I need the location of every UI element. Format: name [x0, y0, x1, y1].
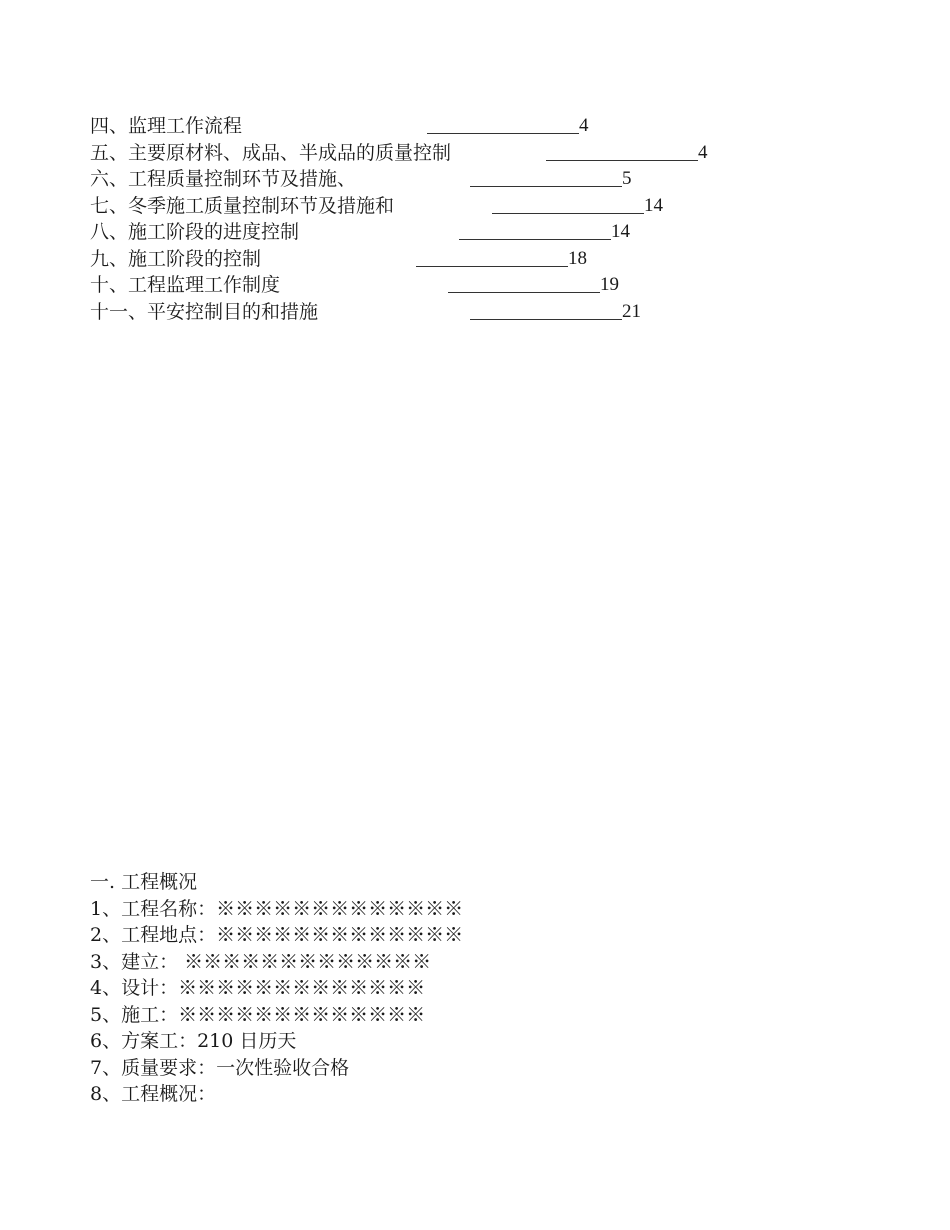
toc-page-number: 4	[579, 115, 589, 136]
overview-line-schedule: 6、方案工：210 日历天	[90, 1030, 297, 1052]
overview-line-quality-requirement: 7、质量要求：一次性验收合格	[90, 1056, 350, 1079]
toc-leader-line	[448, 292, 600, 293]
project-overview-section	[90, 869, 850, 1108]
toc-page-number: 5	[622, 168, 632, 189]
toc-entry-title: 十一、平安控制目的和措施	[90, 300, 319, 323]
toc-page-number: 18	[568, 247, 587, 269]
toc-page-number: 4	[698, 141, 708, 163]
overview-line-project-name: 1、工程名称：※※※※※※※※※※※※※	[90, 897, 464, 920]
toc-leader-line	[459, 239, 611, 240]
toc-page-number: 19	[600, 274, 619, 295]
toc-entry	[90, 246, 850, 273]
toc-leader-line	[416, 266, 568, 267]
toc-entry	[90, 272, 850, 299]
toc-leader	[448, 272, 619, 298]
table-of-contents	[90, 113, 850, 325]
toc-entry-title: 六、工程质量控制环节及措施、	[90, 168, 357, 190]
toc-leader	[492, 193, 663, 219]
toc-leader	[427, 113, 589, 139]
toc-leader	[546, 140, 708, 166]
toc-leader	[470, 299, 641, 325]
toc-page-number: 21	[622, 300, 641, 322]
toc-entry	[90, 193, 850, 220]
toc-entry-title: 五、主要原材料、成品、半成品的质量控制	[90, 141, 452, 164]
toc-leader-line	[470, 319, 622, 320]
toc-leader	[416, 246, 587, 272]
toc-page-number: 14	[611, 221, 630, 242]
toc-entry-title: 四、监理工作流程	[90, 115, 243, 137]
toc-entry-title: 七、冬季施工质量控制环节及措施和	[90, 194, 395, 217]
toc-entry	[90, 140, 850, 167]
overview-line-contractor: 5、施工：※※※※※※※※※※※※※	[90, 1003, 426, 1026]
toc-leader-line	[492, 213, 644, 214]
overview-line-project-location: 2、工程地点：※※※※※※※※※※※※※	[90, 924, 464, 946]
toc-entry	[90, 299, 850, 326]
toc-entry	[90, 219, 850, 246]
overview-line-design: 4、设计：※※※※※※※※※※※※※	[90, 977, 426, 999]
toc-leader-line	[546, 160, 698, 161]
section-heading: 一. 工程概况	[90, 871, 198, 893]
toc-entry-title: 十、工程监理工作制度	[90, 274, 281, 296]
overview-line-construction-party: 3、建立： ※※※※※※※※※※※※※	[90, 950, 432, 973]
toc-entry	[90, 113, 850, 140]
toc-leader-line	[470, 186, 622, 187]
toc-leader	[459, 219, 630, 245]
overview-line-project-summary: 8、工程概况：	[90, 1083, 217, 1105]
toc-page-number: 14	[644, 194, 663, 216]
toc-entry-title: 九、施工阶段的控制	[90, 247, 262, 270]
toc-leader	[470, 166, 632, 192]
toc-leader-line	[427, 133, 579, 134]
toc-entry-title: 八、施工阶段的进度控制	[90, 221, 300, 243]
toc-entry	[90, 166, 850, 193]
